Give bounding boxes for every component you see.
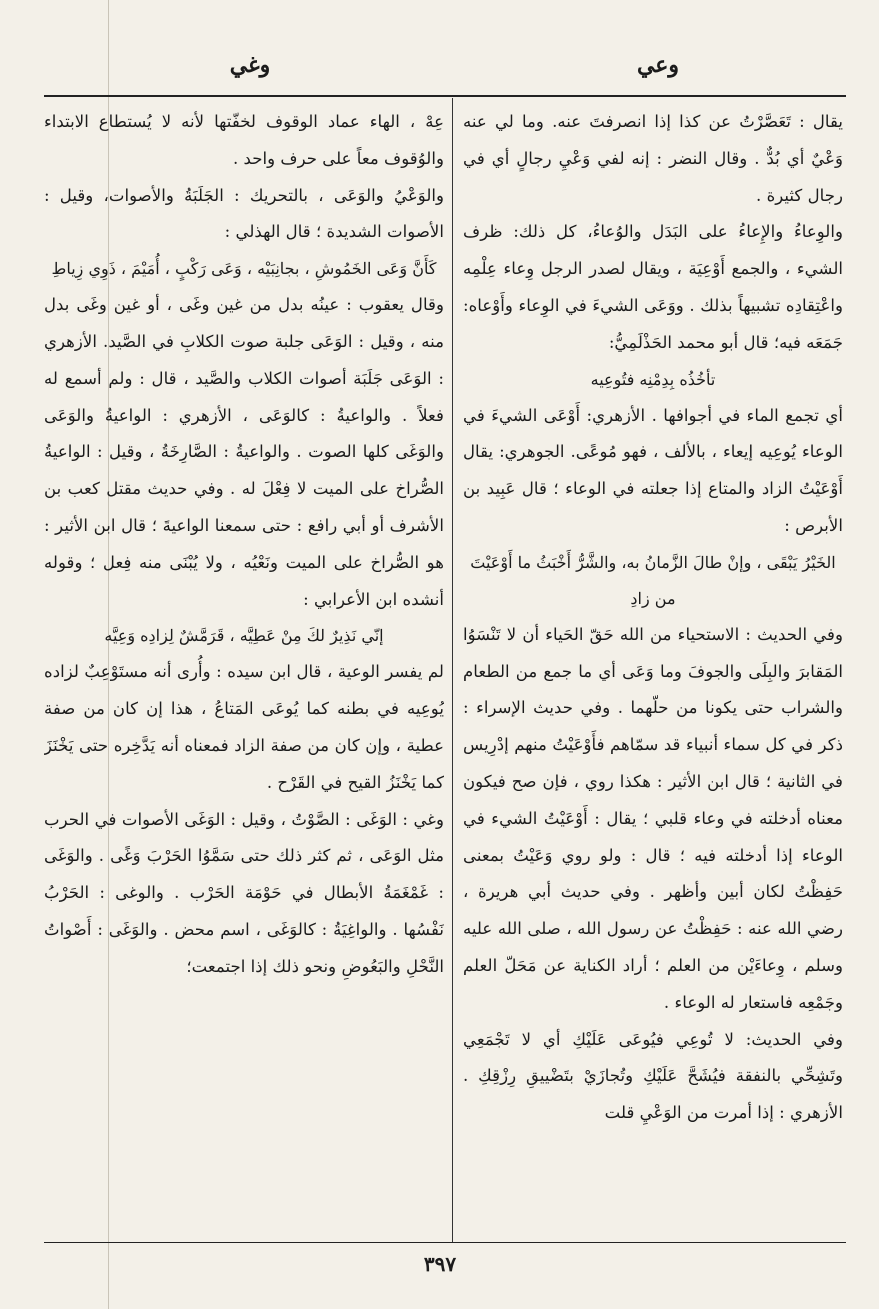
verse-quotation: تأخُذُه بِدِمْنِه فتُوعِيه bbox=[590, 369, 716, 389]
column-divider bbox=[452, 98, 453, 1242]
entry-paragraph: وقال يعقوب : عينُه بدل من غين وغَى ، أو غين وغَى بدل منه ، وقيل : الوَعَى جلبة صوت الكلابِ في الصَّيد. الأزهري : الوَعَى جَلَبَة أصوات الكلاب والصَّيد ، قال : ولم أسمع له فعلاً . والواعيةُ : كالوَعَى ، الأزهري : الواعيةُ والوَعَى والوَغَى كلها الصوت . والواعيةُ : الصَّارِخَةُ ، وقيل : الواعيةُ الصُّراخ على الميت لا فِعْلَ له . وفي حديث مقتل كعب بن الأشرف أو أبي رافع : حتى سمعنا الواعيةَ ؛ قال ابن الأثير : هو الصُّراخ على الميت ونَعْيُه ، ولا يُبْنَى منه فِعل ؛ وقوله أنشده ابن الأعرابي : bbox=[44, 295, 444, 609]
entry-paragraph: وفي الحديث : الاستحياء من الله حَقّ الحَياء أن لا تَنْسَوُا المَقابرَ والبِلَى والجوفَ وما وَعَى أي ما جمع من الطعام والشراب حتى يكونا من حلّهما . وفي حديث الإسراء : ذكر في كل سماء أنبياء قد سمّاهم فأَوْعَيْتُ منهم إدْرِيس في الثانية ؛ قال ابن الأثير : هكذا روي ، فإن صح فيكون معناه أدخلته في وعاء قلبي ؛ يقال : أَوْعَيْتُ الشيء في الوعاء إذا أدخلته فيه ؛ قال : ولو روي وَعَيْتُ بمعنى حَفِظْتُ لكان أبين وأظهر . وفي حديث أبي هريرة ، رضي الله عنه : حَفِظْتُ عن رسول الله ، صلى الله عليه وسلم ، وِعاءَيْن من العلم ؛ أراد الكناية عن مَحَلّ العلم وجَمْعِه فاستعار له الوعاء . bbox=[463, 624, 843, 1012]
entry-paragraph: وفي الحديث: لا تُوعِي فيُوعَى عَلَيْكِ أي لا تَجْمَعِي وتَشِحِّي بالنفقة فيُشَحَّ عَلَيْكِ وتُجازَيْ بتَضْييقِ رِزْقِكِ . الأزهري : إذا أمرت من الوَعْيِ قلت bbox=[463, 1029, 843, 1123]
entry-paragraph: وغي : الوَغَى : الصَّوْتُ ، وقيل : الوَغَى الأصوات في الحرب مثل الوَعَى ، ثم كثر ذلك حتى سَمَّوُا الحَرْبَ وَغًى . والوَغَى : غَمْغَمَةُ الأبطال في حَوْمَة الحَرْب . والوغى : الحَرْبُ نَفْسُها . والواغِيَةُ : كالوَغَى ، اسم محض . والوَغَى : أَصْواتُ النَّحْلِ والبَعُوضِ ونحو ذلك إذا اجتمعت؛ bbox=[44, 809, 444, 976]
entry-paragraph: لم يفسر الوعية ، قال ابن سيده : وأُرى أنه مستَوْعِبٌ لزاده يُوعِيه في بطنه كما يُوعَى المَتاعُ ، هذا إن كان من صفة عطية ، وإن كان من صفة الزاد فمعناه أنه يَدَّخِره حتى يَخْنَزَ كما يَخْنَزُ القيح في القَرْح . bbox=[44, 662, 444, 792]
entry-paragraph: أي تجمع الماء في أجوافها . الأزهري: أَوْعَى الشيءَ في الوعاء يُوعِيه إيعاء ، بالألف ، فهو مُوعًى. الجوهري: يقال أَوْعَيْتُ الزاد والمتاع إذا جعلته في الوعاء ؛ قال عَبِيد بن الأبرص : bbox=[463, 405, 843, 535]
page-number: ٣٩٧ bbox=[423, 1252, 457, 1276]
footer-rule bbox=[44, 1242, 846, 1243]
headword-right: وعي bbox=[636, 52, 680, 78]
verse-quotation: كَأَنَّ وَعَى الخَمُوشِ ، بجانِبَيْه ، وَعَى رَكْبٍ ، أُمَيْمَ ، ذَوِي زِياطِ bbox=[51, 259, 437, 279]
right-column bbox=[463, 104, 843, 1236]
entry-paragraph: يقال : تَعَصَّرْتُ عن كذا إذا انصرفتَ عنه. وما لي عنه وَعْيٌ أي بُدٌّ . وقال النضر : إنه لفي وَعْيِ رجالٍ أي في رجال كثيرة . bbox=[463, 112, 843, 205]
entry-paragraph: والوِعاءُ والإِعاءُ على البَدَل والوُعاءُ، كل ذلك: ظرف الشيء ، والجمع أَوْعِيَة ، ويقال لصدر الرجل وِعاء عِلْمِه واعْتِقادِه تشبيهاً بذلك . ووَعَى الشيءَ في الوِعاء وأَوْعاه: جَمَعَه فيه؛ قال أبو محمد الحَذْلَمِيُّ: bbox=[463, 222, 843, 352]
verse-quotation: إنّي نَذِيرٌ لكَ مِنْ عَطِيَّه ، قَرَمَّشٌ لِزادِه وَعِيَّه bbox=[104, 626, 384, 646]
header-rule bbox=[44, 95, 846, 97]
headword-left: وغي bbox=[229, 52, 271, 78]
verse-quotation: الخَيْرُ يَبْقَى ، وإنْ طالَ الزَّمانُ به، والشَّرُّ أَخْبَثُ ما أَوْعَيْتَ من زادِ bbox=[470, 552, 836, 608]
left-column bbox=[44, 104, 444, 1236]
entry-paragraph: عِهْ ، الهاء عماد الوقوف لخفّتها لأنه لا يُستطاع الابتداء والوُقوف معاً على حرف واحد . bbox=[44, 112, 444, 168]
entry-paragraph: والوَعْيُ والوَعَى ، بالتحريك : الجَلَبَةُ والأصوات، وقيل : الأصوات الشديدة ؛ قال الهذلي : bbox=[44, 185, 444, 242]
